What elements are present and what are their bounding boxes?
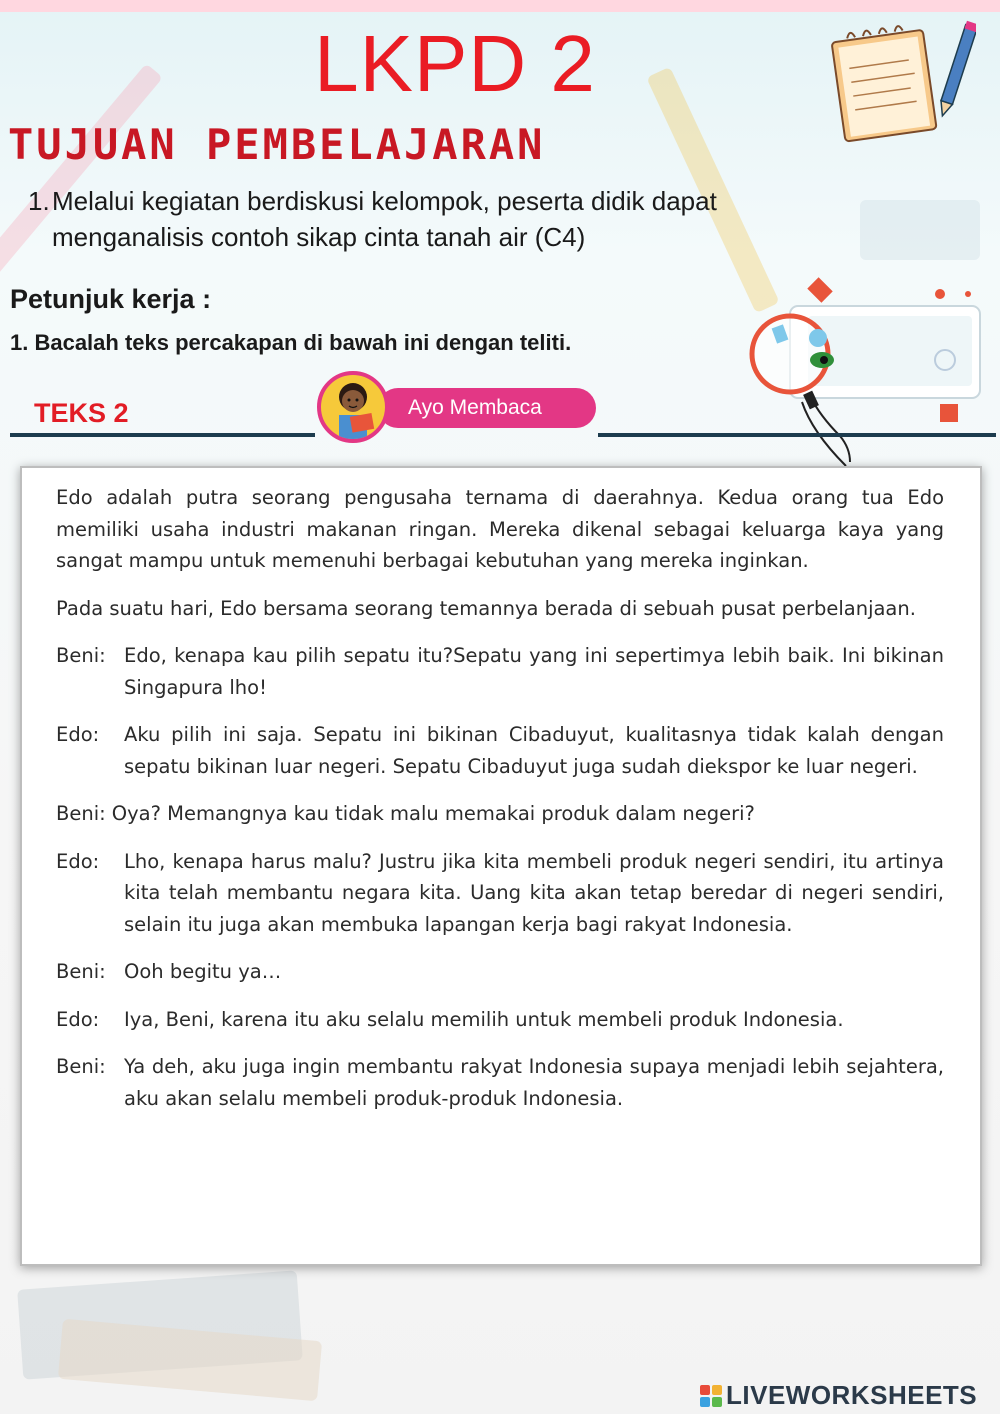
objective-line: Melalui kegiatan berdiskusi kelompok, peserta didik dapat [52,186,717,216]
dialogue-line [56,1051,944,1114]
speaker-name: Beni: [56,1055,106,1078]
ayo-membaca-badge: Ayo Membaca [378,388,596,428]
top-stripe [0,0,1000,12]
dialogue-text: Aku pilih ini saja. Sepatu ini bikinan Cibaduyut, kualitasnya tidak kalah dengan sepatu bikinan luar negeri. Sepatu Cibaduyut juga sudah diekspor ke luar negeri. [124,723,944,778]
objective-number: 1. [28,186,50,216]
speaker-name: Beni: [56,644,106,667]
page-title: LKPD 2 [314,19,596,108]
narrative-paragraph: Pada suatu hari, Edo bersama seorang temannya berada di sebuah pusat perbelanjaan. [56,596,916,620]
reading-text-box [20,466,982,1266]
text-section-label: TEKS 2 [34,398,129,428]
instruction-step: 1. Bacalah teks percakapan di bawah ini dengan teliti. [10,330,572,355]
speaker-name: Beni: [56,802,106,825]
dialogue-line [56,956,944,988]
speaker-name: Edo: [56,849,100,873]
dialogue-line [56,846,944,941]
dialogue-text: Oya? Memangnya kau tidak malu memakai produk dalam negeri? [111,802,755,825]
dialogue-text: Ooh begitu ya… [124,960,282,983]
magnifier-illustration-icon [740,276,990,466]
dialogue-text: Iya, Beni, karena itu aku selalu memilih untuk membeli produk Indonesia. [124,1007,844,1031]
dialogue-text: Ya deh, aku juga ingin membantu rakyat Indonesia supaya menjadi lebih sejahtera, aku akan selalu membeli produk-produk Indonesia. [124,1055,944,1110]
narrative-paragraph: Edo adalah putra seorang pengusaha ternama di daerahnya. Kedua orang tua Edo memiliki usaha industri makanan ringan. Mereka dikenal sebagai keluarga kaya yang sangat mampu untuk memenuhi berbagai kebutuhan yang mereka inginkan. [56,486,944,572]
objective-item [28,183,848,255]
liveworksheets-brand-text: LIVEWORKSHEETS [726,1380,978,1410]
instructions-heading: Petunjuk kerja : [10,284,212,314]
liveworksheets-grid-icon [700,1385,722,1407]
learning-objectives-heading: TUJUAN PEMBELAJARAN [8,120,546,169]
liveworksheets-logo[interactable] [700,1380,977,1411]
speaker-name: Edo: [56,1007,100,1031]
dialogue-line [56,1004,944,1036]
dialogue-line [56,798,944,830]
objective-text [52,183,717,255]
speaker-name: Beni: [56,960,106,983]
dialogue-line [56,719,944,782]
dialogue-text: Lho, kenapa harus malu? Justru jika kita membeli produk negeri sendiri, itu artinya kita telah membantu negara kita. Uang kita akan tetap beredar di negeri sendiri, selain itu juga akan membuka lapangan kerja bagi rakyat Indonesia. [124,849,944,936]
section-divider [10,433,315,437]
background-pencil-decoration [860,200,980,260]
child-reading-icon [321,375,385,439]
dialogue-line [56,640,944,703]
speaker-name: Edo: [56,723,100,746]
reading-child-avatar [317,371,389,443]
dialogue-text: Edo, kenapa kau pilih sepatu itu?Sepatu yang ini sepertimya lebih baik. Ini bikinan Singapura lho! [124,644,944,699]
section-divider [598,433,996,437]
objective-line: menganalisis contoh sikap cinta tanah air (C4) [52,222,586,252]
